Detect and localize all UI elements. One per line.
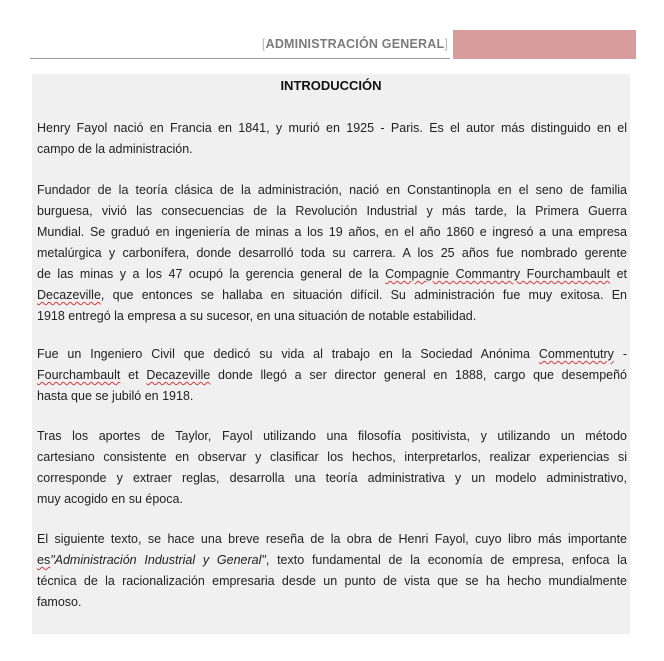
paragraph-3 [37, 344, 627, 407]
document-body [32, 74, 630, 634]
paragraph-line: El siguiente texto, se hace una breve reseña de la obra de Henri Fayol, cuyo libro más importante [37, 532, 627, 546]
spellcheck-word: Commentutry [538, 347, 614, 361]
spellcheck-word: Compagnie Commantry Fourchambault [385, 267, 611, 281]
paragraph-line: Tras los aportes de Taylor, Fayol utilizando una filosofía positivista, y utilizando un método [37, 429, 627, 443]
paragraph-line: Mundial. Se graduó en ingeniería de minas a los 19 años, en el año 1860 e ingresó a una empresa [37, 225, 627, 239]
paragraph-line: metalúrgica y carbonífera, donde desarrolló toda su carrera. A los 25 años fue nombrado gerente [37, 246, 627, 260]
spellcheck-word: es [37, 553, 51, 567]
paragraph-1 [37, 118, 627, 160]
page-header [0, 28, 664, 60]
book-title: "Administración Industrial y General" [50, 553, 266, 567]
paragraph-line: Fue un Ingeniero Civil que dedicó su vida al trabajo en la Sociedad Anónima Commentutry - [37, 347, 627, 361]
paragraph-line: Decazeville, que entonces se hallaba en situación difícil. Su administración fue muy exitosa. En [37, 288, 627, 302]
paragraph-4 [37, 426, 627, 510]
paragraph-2 [37, 180, 627, 327]
header-open-bracket: [ [261, 37, 266, 51]
spellcheck-word: Decazeville [37, 288, 101, 302]
spellcheck-word: Fourchambault [37, 368, 121, 382]
paragraph-line: famoso. [37, 595, 82, 609]
header-title-text: ADMINISTRACIÓN GENERAL [265, 37, 445, 51]
header-rule [30, 58, 450, 59]
paragraph-line: muy acogido en su época. [37, 492, 183, 506]
header-accent-box [453, 30, 636, 59]
paragraph-line: de las minas y a los 47 ocupó la gerencia general de la Compagnie Commantry Fourchambault et [37, 267, 628, 281]
paragraph-line: burguesa, vivió las consecuencias de la Revolución Industrial y más tarde, la Primera Guerra [37, 204, 627, 218]
document-title: INTRODUCCIÓN [280, 78, 382, 93]
paragraph-line: Fourchambault et Decazeville donde llegó a ser director general en 1888, cargo que desempeñó [37, 368, 628, 382]
paragraph-line: Henry Fayol nació en Francia en 1841, y murió en 1925 - Paris. Es el autor más distinguido en el [37, 121, 627, 135]
spellcheck-word: Decazeville [146, 368, 211, 382]
paragraph-line: es"Administración Industrial y General", texto fundamental de la economía de empresa, enfoca la [37, 553, 627, 567]
header-close-bracket: ] [444, 37, 448, 51]
paragraph-5 [37, 529, 627, 613]
paragraph-line: campo de la administración. [37, 142, 193, 156]
paragraph-line: corresponde y extraer reglas, desarrolla una teoría administrativa y un modelo administrativo, [37, 471, 627, 485]
paragraph-line: Fundador de la teoría clásica de la administración, nació en Constantinopla en el seno de familia [37, 183, 627, 197]
paragraph-line: 1918 entregó la empresa a su sucesor, en una situación de notable estabilidad. [37, 309, 477, 323]
header-title [262, 37, 448, 51]
paragraph-line: técnica de la racionalización empresaria desde un punto de vista que se ha hecho mundialmente [37, 574, 627, 588]
paragraph-line: hasta que se jubiló en 1918. [37, 389, 194, 403]
paragraph-line: cartesiano consistente en observar y clasificar los hechos, interpretarlos, realizar experiencias si [37, 450, 627, 464]
